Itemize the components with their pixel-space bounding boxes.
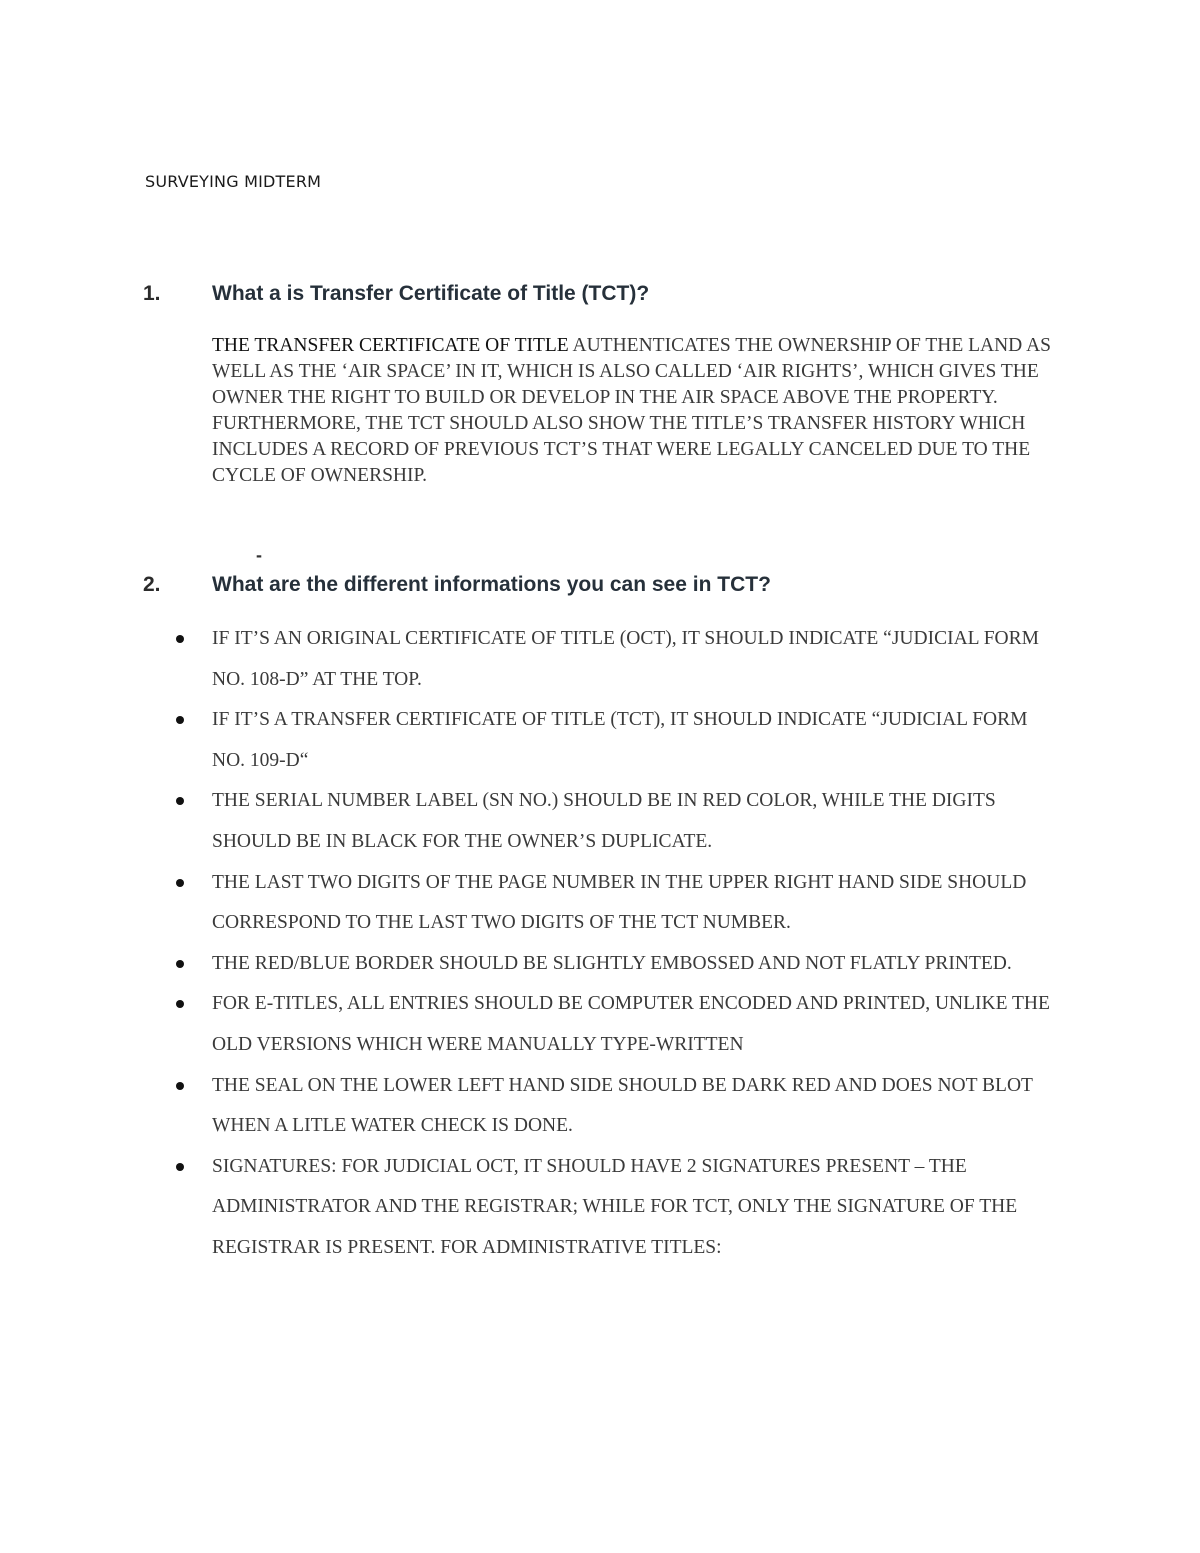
separator-dash: - [256, 545, 262, 565]
bullet-icon [176, 1163, 184, 1171]
bullet-icon [176, 635, 184, 643]
list-item [0, 1147, 1062, 1269]
bullet-icon [176, 1000, 184, 1008]
bullet-icon [176, 879, 184, 887]
list-item [0, 619, 1062, 700]
list-item-text: THE SEAL ON THE LOWER LEFT HAND SIDE SHOULD BE DARK RED AND DOES NOT BLOT WHEN A LITLE WATER CHECK IS DONE. [212, 1074, 1033, 1137]
bullet-icon [176, 716, 184, 724]
answer-1-paragraph-2: FURTHERMORE, THE TCT SHOULD ALSO SHOW THE TITLE’S TRANSFER HISTORY WHICH INCLUDES A RECORD OF PREVIOUS TCT’S THAT WERE LEGALLY CANCELED DUE TO THE CYCLE OF OWNERSHIP. [212, 413, 1031, 486]
list-item-text: SIGNATURES: FOR JUDICIAL OCT, IT SHOULD HAVE 2 SIGNATURES PRESENT – THE ADMINISTRATOR AND THE REGISTRAR; WHILE FOR TCT, ONLY THE SIGNATURE OF THE REGISTRAR IS PRESENT. FOR ADMINISTRATIVE TITLES: [212, 1155, 1018, 1258]
answer-1 [212, 333, 1072, 489]
list-item [0, 700, 1062, 781]
answer-2-bullet-list [0, 619, 1200, 1269]
list-item [0, 1066, 1062, 1147]
bullet-icon [176, 960, 184, 968]
answer-1-rest: AUTHENTICATES THE OWNERSHIP OF THE LAND AS WELL AS THE ‘AIR SPACE’ IN IT, WHICH IS ALSO CALLED ‘AIR RIGHTS’, WHICH GIVES THE OWNER THE RIGHT TO BUILD OR DEVELOP IN THE AIR SPACE ABOVE THE PROPERTY. [212, 335, 1051, 408]
answer-1-paragraph-1 [212, 333, 1072, 411]
answer-1-lead: THE TRANSFER CERTIFICATE OF TITLE [212, 335, 569, 356]
question-1-number: 1. [143, 282, 161, 305]
question-1-text: What a is Transfer Certificate of Title (TCT)? [212, 282, 650, 305]
list-item-text: THE RED/BLUE BORDER SHOULD BE SLIGHTLY EMBOSSED AND NOT FLATLY PRINTED. [212, 952, 1012, 974]
list-item-text: FOR E-TITLES, ALL ENTRIES SHOULD BE COMPUTER ENCODED AND PRINTED, UNLIKE THE OLD VERSIONS WHICH WERE MANUALLY TYPE-WRITTEN [212, 993, 1050, 1055]
list-item [0, 781, 1062, 862]
list-item [0, 863, 1062, 944]
list-item-text: THE SERIAL NUMBER LABEL (SN NO.) SHOULD BE IN RED COLOR, WHILE THE DIGITS SHOULD BE IN BLACK FOR THE OWNER’S DUPLICATE. [212, 790, 996, 852]
list-item [0, 944, 1062, 985]
bullet-icon [176, 797, 184, 805]
list-item-text: IF IT’S AN ORIGINAL CERTIFICATE OF TITLE (OCT), IT SHOULD INDICATE “JUDICIAL FORM NO. 108-D” AT THE TOP. [212, 628, 1039, 690]
bullet-icon [176, 1082, 184, 1090]
question-2-text: What are the different informations you can see in TCT? [212, 573, 771, 596]
page-header-title: SURVEYING MIDTERM [145, 172, 322, 191]
list-item [0, 984, 1062, 1065]
list-item-text: THE LAST TWO DIGITS OF THE PAGE NUMBER IN THE UPPER RIGHT HAND SIDE SHOULD CORRESPOND TO THE LAST TWO DIGITS OF THE TCT NUMBER. [212, 871, 1027, 934]
question-2-number: 2. [143, 573, 161, 596]
list-item-text: IF IT’S A TRANSFER CERTIFICATE OF TITLE (TCT), IT SHOULD INDICATE “JUDICIAL FORM NO. 109-D“ [212, 709, 1028, 771]
